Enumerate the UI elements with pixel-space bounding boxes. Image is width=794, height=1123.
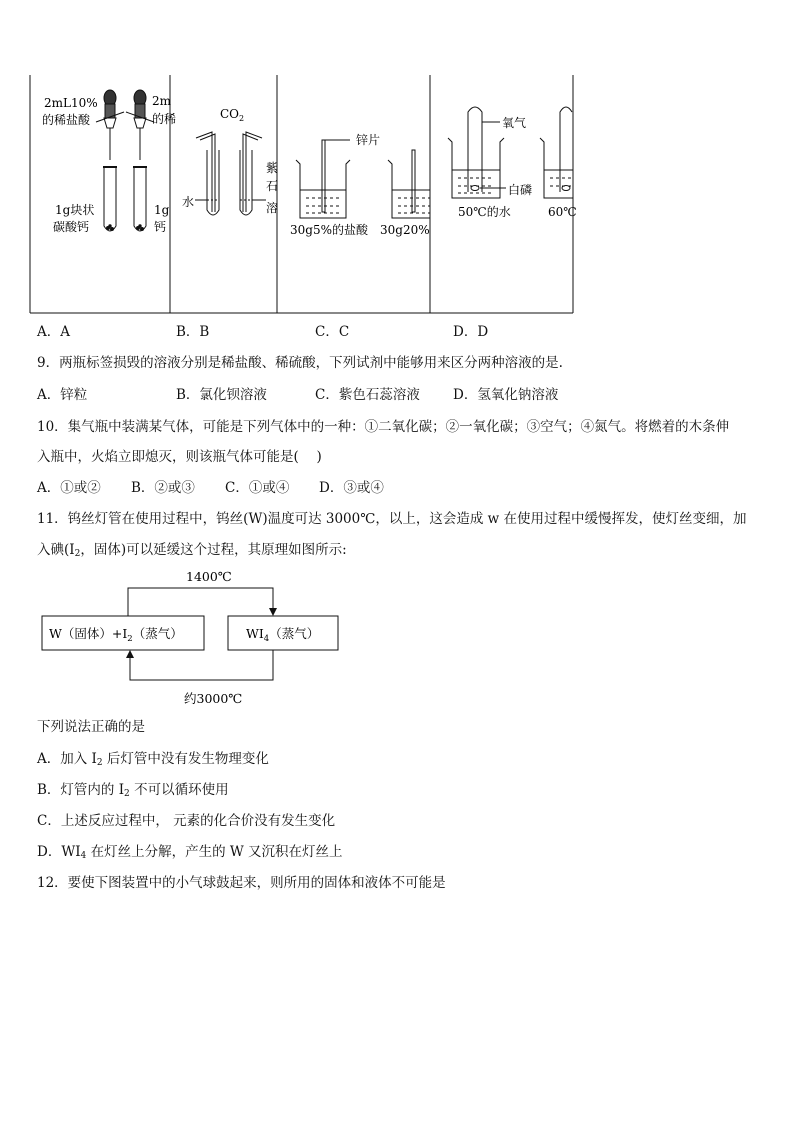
panel-a-dropper-right-label-1: 2m [152, 94, 172, 108]
q10-stem-line-2: 入瓶中，火焰立即熄灭，则该瓶气体可能是( ) [37, 449, 322, 465]
q11-option-d: D．$WI_4$ 在灯丝上分解，产生的 W 又沉积在灯丝上 [37, 844, 343, 861]
panel-c-apparatus [296, 140, 430, 218]
panel-b-right-label-3: 溶 [266, 201, 279, 215]
panel-a-tube-left-label-2: 碳酸钙 [53, 220, 90, 234]
q9-stem: 9．两瓶标签损毁的溶液分别是稀盐酸、稀硫酸，下列试剂中能够用来区分两种溶液的是. [37, 355, 563, 371]
panel-c-left-beaker-label: 30g5%的盐酸 [290, 223, 368, 237]
panel-d-oxygen-label: 氧气 [502, 116, 527, 130]
q8-option-b: B．B [176, 324, 210, 340]
q10-option-b: B．②或③ [131, 480, 195, 496]
q9-option-b: B．氯化钡溶液 [176, 387, 267, 403]
panel-a-tube-right-label-2: 钙 [154, 220, 167, 234]
q10-option-d: D．③或④ [319, 480, 384, 496]
panel-d-left-water-label: 50℃的水 [458, 205, 511, 219]
q9-option-a: A．锌粒 [37, 387, 88, 403]
panel-a-dropper-right-label-2: 的稀 [152, 112, 177, 126]
panel-a-tube-left-label-1: 1g块状 [55, 203, 95, 217]
q11-top-temp: 1400℃ [186, 569, 232, 584]
q11-right-box-label: $WI_4$（蒸气） [246, 626, 320, 644]
panel-b-apparatus [195, 132, 266, 215]
q11-bottom-arrowhead [126, 650, 134, 658]
panel-b-water-label: 水 [182, 195, 195, 209]
q11-cycle-diagram [0, 560, 794, 710]
panel-c-right-beaker-label: 30g20% [380, 223, 430, 237]
panel-d-right-water-label: 60℃ [548, 205, 577, 219]
q10-option-c: C．①或④ [225, 480, 290, 496]
q8-option-d: D．D [453, 324, 489, 340]
q11-prompt: 下列说法正确的是 [37, 719, 145, 735]
q11-top-arrow-line [128, 588, 273, 616]
panel-c-zinc-label: 锌片 [356, 133, 381, 147]
q8-option-a: A．A [37, 324, 70, 340]
q11-stem-line-2: 入碘($I_2$，固体)可以延缓这个过程，其原理如图所示: [37, 542, 347, 559]
panel-b-right-label-2: 石 [266, 179, 279, 193]
q11-left-box-label: W（固体）$+I_2$（蒸气） [49, 626, 183, 644]
q11-option-b: B．灯管内的 $I_2$ 不可以循环使用 [37, 782, 229, 799]
panel-a-tube-right-label-1: 1g [154, 203, 170, 217]
q8-option-c: C．C [315, 324, 350, 340]
q11-bottom-arrow-line [130, 650, 273, 680]
panel-b-gas-label: $CO_2$ [220, 107, 245, 123]
q9-option-d: D．氢氧化钠溶液 [453, 387, 559, 403]
panel-a-apparatus [96, 90, 154, 231]
q11-bottom-temp: 约3000℃ [184, 691, 243, 706]
panel-b-right-label-1: 紫 [266, 161, 279, 175]
experiment-figure [0, 0, 794, 320]
q10-option-a: A．①或② [37, 480, 101, 496]
q11-top-arrowhead [269, 608, 277, 616]
panel-d-phosphorus-label: 白磷 [508, 183, 533, 197]
panel-a-dropper-left-label-1: 2mL10% [44, 96, 98, 110]
q11-option-c: C．上述反应过程中， 元素的化合价没有发生变化 [37, 813, 336, 829]
q11-stem-line-1: 11．钨丝灯管在使用过程中，钨丝(W)温度可达 3000℃，以上，这会造成 w 在使用过程中缓慢挥发，使灯丝变细，加 [37, 511, 747, 527]
q10-stem-line-1: 10．集气瓶中装满某气体，可能是下列气体中的一种：①二氧化碳；②一氧化碳；③空气；④氮气。将燃着的木条伸 [37, 419, 730, 435]
q9-option-c: C．紫色石蕊溶液 [315, 387, 420, 403]
panel-a-dropper-left-label-2: 的稀盐酸 [42, 113, 91, 127]
q12-stem: 12．要使下图装置中的小气球鼓起来，则所用的固体和液体不可能是 [37, 875, 446, 891]
q11-option-a: A．加入 $I_2$ 后灯管中没有发生物理变化 [37, 751, 269, 768]
